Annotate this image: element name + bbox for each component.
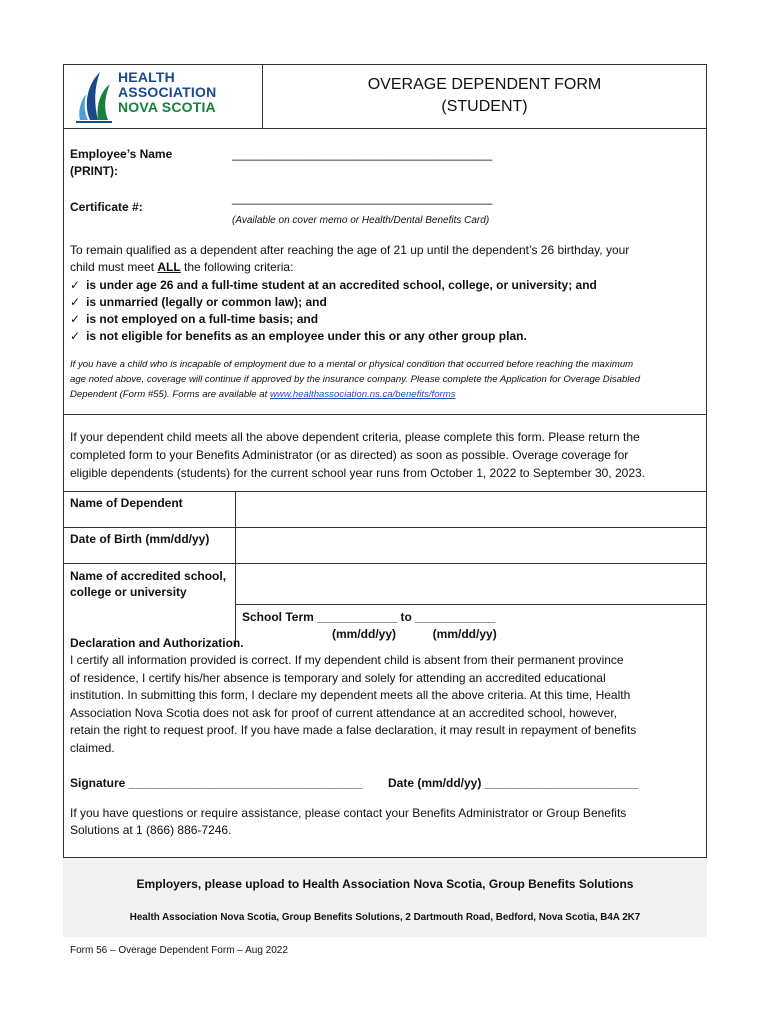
criteria-item-text: is not employed on a full-time basis; and bbox=[86, 312, 319, 326]
dependent-name-label: Name of Dependent bbox=[64, 492, 236, 528]
footer-box bbox=[63, 857, 707, 937]
table-row bbox=[64, 492, 707, 528]
contact-line-1: If you have questions or require assistance, please contact your Benefits Administrator or Group Benefits bbox=[70, 806, 627, 820]
school-name-label bbox=[64, 564, 236, 605]
declaration-line: claimed. bbox=[70, 740, 115, 755]
criteria-intro-line-2 bbox=[70, 259, 293, 276]
criteria-item bbox=[70, 294, 327, 311]
employee-name-label-print: (PRINT): bbox=[70, 164, 118, 178]
logo-wordmark bbox=[118, 70, 216, 115]
form-number: Form 56 – Overage Dependent Form – Aug 2022 bbox=[70, 945, 288, 956]
contact-line-2: Solutions at 1 (866) 886-7246. bbox=[70, 823, 232, 837]
dependent-name-input[interactable] bbox=[236, 492, 707, 528]
date-of-birth-label: Date of Birth (mm/dd/yy) bbox=[64, 528, 236, 564]
criteria-intro-all: ALL bbox=[157, 260, 181, 274]
checkmark-icon: ✓ bbox=[70, 278, 81, 292]
footer-address: Health Association Nova Scotia, Group Benefits Solutions, 2 Dartmouth Road, Bedford, Nova Scotia, B4A 2K7 bbox=[129, 912, 641, 923]
date-of-birth-input[interactable] bbox=[236, 528, 707, 564]
criteria-item-text: is unmarried (legally or common law); and bbox=[86, 295, 327, 309]
logo-line-2: ASSOCIATION bbox=[118, 84, 217, 100]
disabled-note-line-2: age noted above, coverage will continue if approved by the insurance company. Please complete the Application for Overage Disabled bbox=[70, 374, 641, 385]
logo-line-3: NOVA SCOTIA bbox=[118, 99, 216, 115]
declaration-line: Association Nova Scotia does not ask for proof of current attendance at an accredited school, however, bbox=[70, 705, 617, 720]
instructions-line-3: eligible dependents (students) for the current school year runs from October 1, 2022 to September 30, 2023. bbox=[70, 466, 645, 480]
employee-name-field[interactable]: _______________________________________ bbox=[232, 147, 493, 161]
declaration-line: retain the right to request proof. If you have made a false declaration, it may result in repayment of benefits bbox=[70, 723, 637, 737]
logo-line-1: HEALTH bbox=[118, 69, 175, 85]
checkmark-icon: ✓ bbox=[70, 329, 81, 343]
instructions-line-1: If your dependent child meets all the above dependent criteria, please complete this form. Please return the bbox=[70, 430, 640, 444]
criteria-intro-line-1: To remain qualified as a dependent after reaching the age of 21 up until the dependent’s 26 birthday, your bbox=[70, 243, 630, 257]
school-name-label-line-2: college or university bbox=[70, 585, 187, 599]
forms-link[interactable]: www.healthassociation.ns.ca/benefits/forms bbox=[269, 389, 456, 400]
signature-field[interactable]: Signature ___________________________________ bbox=[70, 776, 363, 790]
criteria-intro-post: the following criteria: bbox=[180, 260, 294, 274]
criteria-item-text: is under age 26 and a full-time student at an accredited school, college, or university; and bbox=[86, 278, 597, 292]
header-divider bbox=[63, 128, 707, 129]
declaration-body bbox=[70, 652, 700, 757]
school-term-cell[interactable] bbox=[236, 604, 707, 647]
employee-name-label: Employee’s Name bbox=[70, 147, 173, 161]
school-term-line[interactable]: School Term ____________ to ____________ bbox=[242, 609, 496, 624]
declaration-line: of residence, I certify his/her absence is temporary and solely for attending an accredited educational bbox=[70, 670, 606, 685]
criteria-item bbox=[70, 328, 527, 345]
table-row bbox=[64, 528, 707, 564]
checkmark-icon: ✓ bbox=[70, 295, 81, 309]
disabled-note-line-1: If you have a child who is incapable of employment due to a mental or physical condition that occurred before reaching the maximum bbox=[70, 359, 634, 370]
form-title-line-2: (STUDENT) bbox=[441, 98, 528, 115]
criteria-item-text: is not eligible for benefits as an employee under this or any other group plan. bbox=[86, 329, 527, 343]
school-name-input[interactable] bbox=[236, 564, 707, 605]
certificate-label: Certificate #: bbox=[70, 200, 143, 214]
certificate-note: (Available on cover memo or Health/Dental Benefits Card) bbox=[232, 215, 490, 226]
instructions-line-2: completed form to your Benefits Administrator (or as directed) as soon as possible. Overage coverage for bbox=[70, 448, 629, 462]
form-title-line-1: OVERAGE DEPENDENT FORM bbox=[367, 76, 602, 93]
school-term-formats: (mm/dd/yy) (mm/dd/yy) bbox=[332, 626, 497, 641]
criteria-intro-pre: child must meet bbox=[70, 260, 158, 274]
criteria-item bbox=[70, 311, 318, 328]
declaration-line: I certify all information provided is correct. If my dependent child is absent from their permanent province bbox=[70, 653, 624, 667]
form-title bbox=[262, 74, 707, 118]
table-row bbox=[64, 564, 707, 605]
dependent-info-table bbox=[63, 491, 707, 647]
criteria-item bbox=[70, 277, 597, 294]
checkmark-icon: ✓ bbox=[70, 312, 81, 326]
date-field[interactable]: Date (mm/dd/yy) _______________________ bbox=[388, 776, 639, 790]
section-divider bbox=[63, 414, 707, 415]
disabled-note-line-3-text: Dependent (Form #55). Forms are available at bbox=[70, 389, 270, 400]
declaration-title: Declaration and Authorization. bbox=[70, 636, 244, 650]
certificate-field[interactable]: _______________________________________ bbox=[232, 191, 493, 205]
school-name-label-line-1: Name of accredited school, bbox=[70, 569, 227, 583]
footer-title: Employers, please upload to Health Association Nova Scotia, Group Benefits Solutions bbox=[136, 877, 634, 891]
declaration-line: institution. In submitting this form, I declare my dependent meets all the above criteria. At this time, Health bbox=[70, 688, 631, 702]
disabled-note-line-3 bbox=[70, 388, 456, 403]
